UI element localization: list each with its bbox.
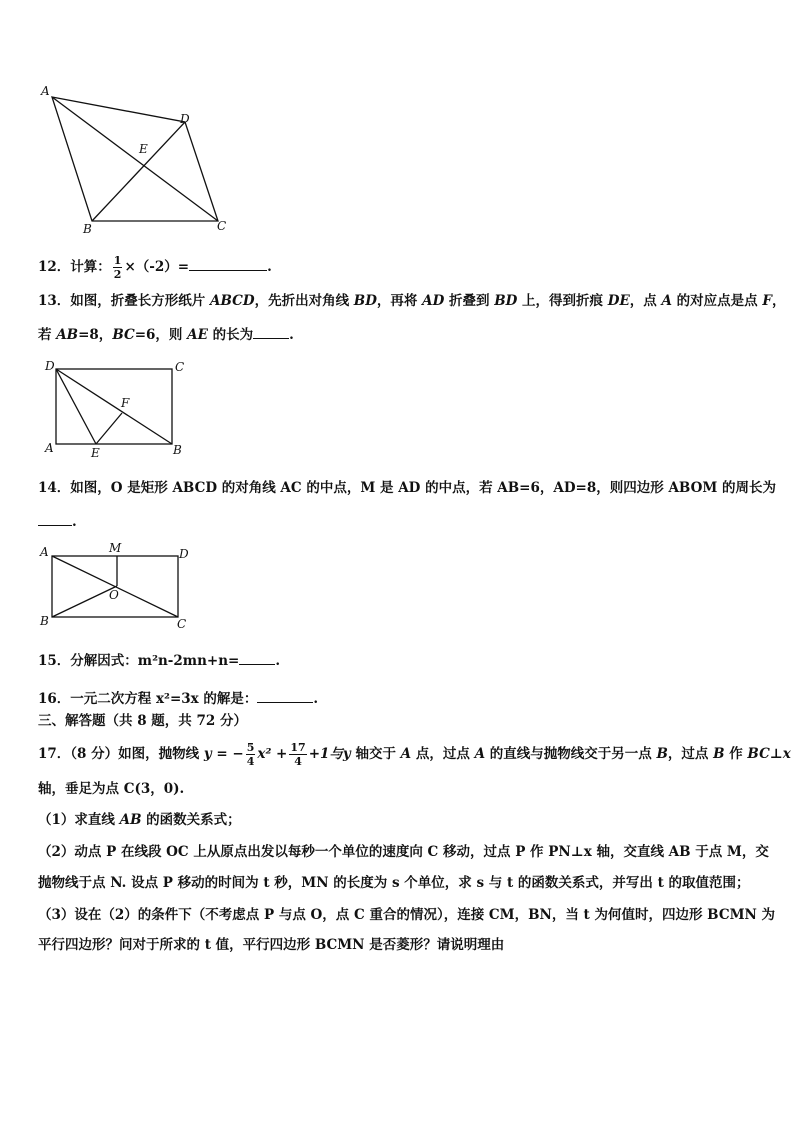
label-e: E bbox=[139, 142, 148, 156]
question-17-line1: 17．（8 分）如图，抛物线 y = − $\frac{5}{4}$ x² + $\frac{17}{4}$ +1与y 轴交于 A 点，过点 A 的直线与抛物线交于另一点 B，过点 B 作 BC⊥x bbox=[38, 741, 791, 768]
answer-blank-16[interactable] bbox=[257, 688, 313, 703]
question-15: 15．分解因式：m²n-2mn+n= . bbox=[38, 650, 280, 670]
question-13-line2: 若 AB=8，BC=6，则 AE 的长为 . bbox=[38, 324, 294, 344]
label-c: C bbox=[177, 617, 187, 631]
answer-blank-14[interactable] bbox=[38, 511, 72, 526]
figure-rhombus-abcd bbox=[35, 82, 235, 237]
label-o: O bbox=[109, 588, 119, 602]
question-17-part3-line2: 平行四边形？问对于所求的 t 值，平行四边形 BCMN 是否菱形？请说明理由 bbox=[38, 937, 505, 953]
label-d: D bbox=[45, 359, 55, 373]
label-b: B bbox=[173, 443, 182, 457]
figure-rectangle-abom bbox=[36, 540, 196, 632]
section-3-title: 三、解答题（共 8 题，共 72 分） bbox=[38, 713, 247, 729]
label-f: F bbox=[121, 396, 130, 410]
label-b: B bbox=[83, 222, 92, 236]
answer-blank-15[interactable] bbox=[239, 650, 275, 665]
label-a: A bbox=[45, 441, 54, 455]
fraction-one-half: $\frac{1}{2}$ bbox=[113, 254, 122, 281]
question-14-line1: 14．如图，O 是矩形 ABCD 的对角线 AC 的中点，M 是 AD 的中点，若 AB=6，AD=8，则四边形 ABOM 的周长为 bbox=[38, 480, 776, 496]
question-17-part2-line1: （2）动点 P 在线段 OC 上从原点出发以每秒一个单位的速度向 C 移动，过点 P 作 PN⊥x 轴，交直线 AB 于点 M，交 bbox=[38, 844, 769, 860]
label-c: C bbox=[175, 360, 185, 374]
label-d: D bbox=[180, 112, 190, 126]
question-14-line2: . bbox=[38, 511, 77, 531]
question-17-line2: 轴，垂足为点 C(3，0). bbox=[38, 781, 185, 797]
answer-blank-13[interactable] bbox=[253, 324, 289, 339]
figure-rectangle-fold bbox=[40, 357, 200, 459]
question-17-part2-line2: 抛物线于点 N. 设点 P 移动的时间为 t 秒，MN 的长度为 s 个单位，求 s 与 t 的函数关系式，并写出 t 的取值范围； bbox=[38, 875, 750, 891]
question-13-line1: 13．如图，折叠长方形纸片 ABCD，先折出对角线 BD，再将 AD 折叠到 BD 上，得到折痕 DE，点 A 的对应点是点 F， bbox=[38, 293, 786, 309]
label-m: M bbox=[109, 541, 122, 555]
label-d: D bbox=[179, 547, 189, 561]
label-e: E bbox=[91, 446, 100, 459]
answer-blank-12[interactable] bbox=[189, 256, 267, 271]
question-16: 16．一元二次方程 x²=3x 的解是： . bbox=[38, 688, 318, 708]
question-12: 12．计算： $\frac{1}{2}$ ×（-2）= . bbox=[38, 254, 272, 281]
question-17-part1: （1）求直线 AB 的函数关系式； bbox=[38, 812, 241, 828]
q12-op: ×（-2）= bbox=[124, 259, 190, 275]
label-b: B bbox=[40, 614, 49, 628]
q12-prefix: 12．计算： bbox=[38, 259, 111, 275]
label-c: C bbox=[217, 219, 227, 233]
label-a: A bbox=[41, 84, 50, 98]
label-a: A bbox=[40, 545, 49, 559]
question-17-part3-line1: （3）设在（2）的条件下（不考虑点 P 与点 O，点 C 重合的情况），连接 CM，BN，当 t 为何值时，四边形 BCMN 为 bbox=[38, 907, 776, 923]
